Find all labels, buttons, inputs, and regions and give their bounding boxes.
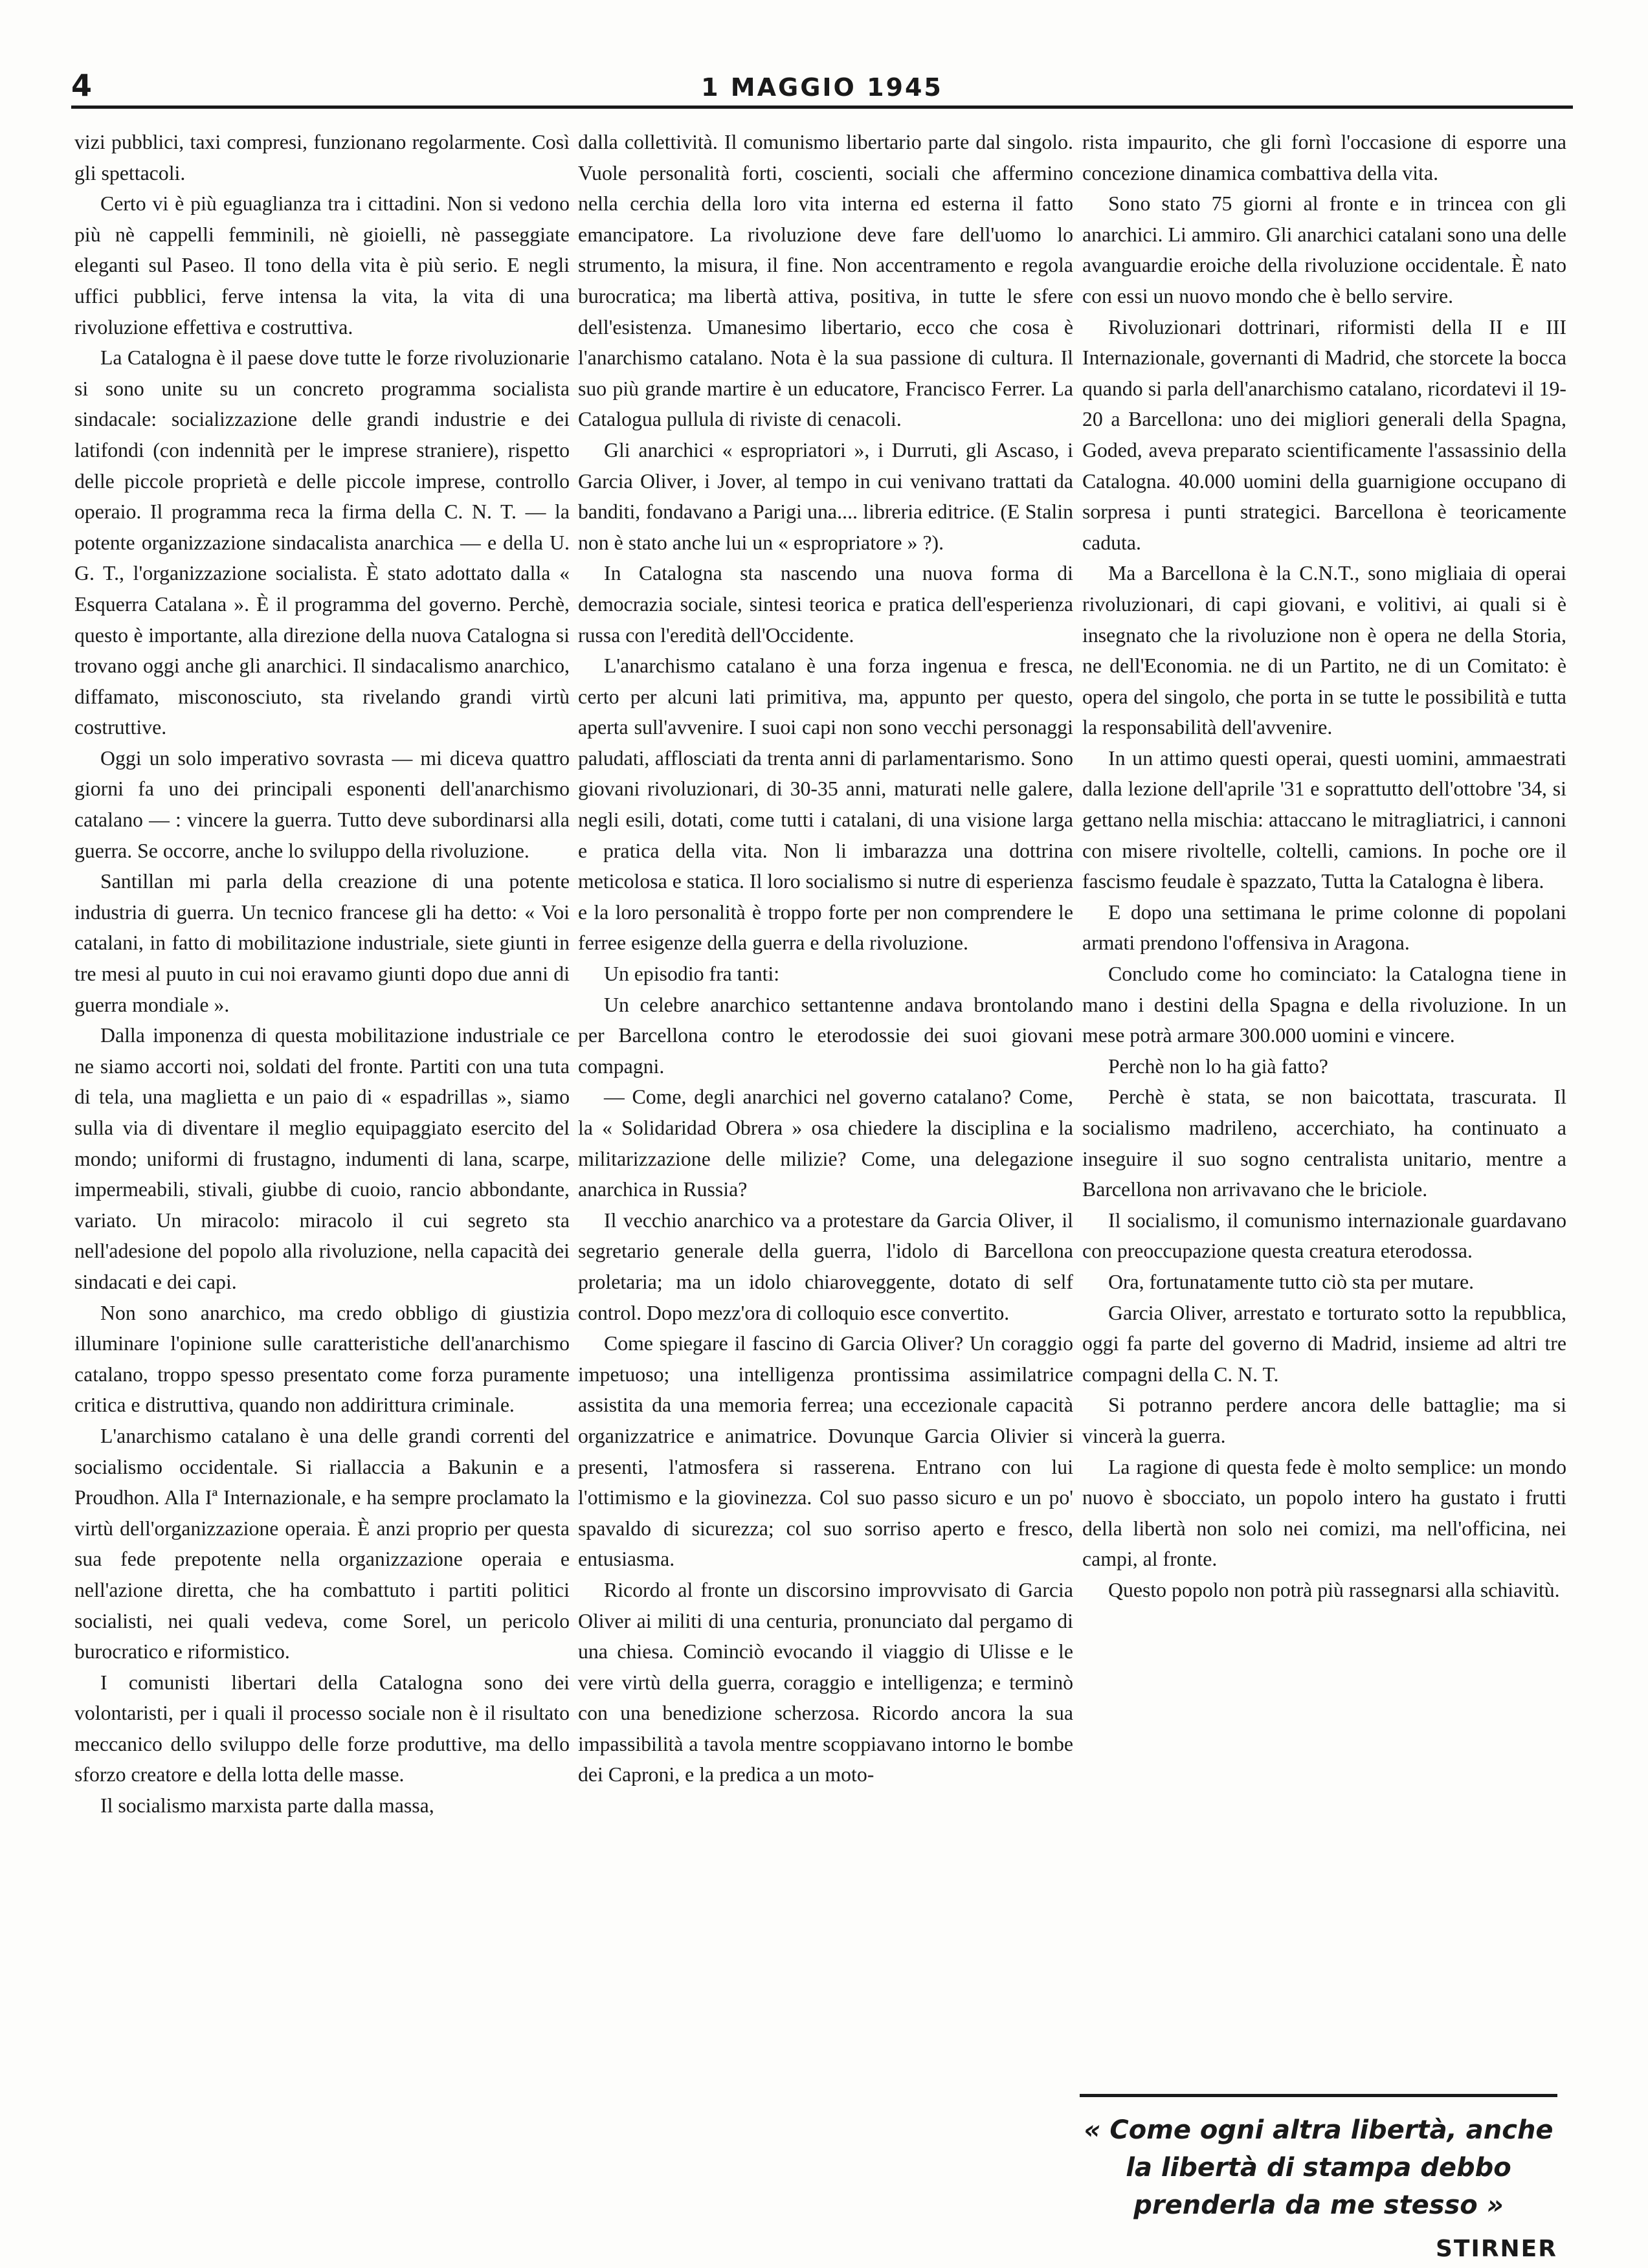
article-paragraph: Ma a Barcellona è la C.N.T., sono migliaia di operai rivoluzionari, di capi giovani, e volitivi, ai quali si è insegnato che la rivoluzione non è opera ne della Storia, ne dell'Economia. ne di un Partito, ne di un Comitato: è opera del singolo, che porta in se tutte le possibilità e tutta la responsabilità dell'avvenire. — [1082, 562, 1566, 739]
article-paragraph: In un attimo questi operai, questi uomini, ammaestrati dalla lezione dell'aprile '31 e soprattutto dell'ottobre '34, si gettano nella mischia: attaccano le mitragliatrici, i cannoni con misere rivoltelle, coltelli, camions. In poche ore il fascismo feudale è spazzato, Tutta la Catalogna è libera. — [1082, 746, 1566, 893]
article-paragraph: dalla collettività. Il comunismo libertario parte dal singolo. Vuole personalità forti, coscienti, sociali che affermino nella cerchia della loro vita interna ed esterna il fatto emancipatore. La rivoluzione deve fare dell'uomo lo strumento, la misura, il fine. Non accentramento e regola burocratica; ma libertà attiva, positiva, in tutte le sfere dell'esistenza. Umanesimo libertario, ecco che cosa è l'anarchismo catalano. Nota è la sua passione di cultura. Il suo più grande martire è un educatore, Francisco Ferrer. La Catalogua pullula di riviste di cenacoli. — [578, 131, 1073, 431]
article-paragraph: Non sono anarchico, ma credo obbligo di giustizia illuminare l'opinione sulle caratteristiche dell'anarchismo catalano, troppo spesso presentato come forza puramente critica e distruttiva, quando non addirittura criminale. — [74, 1301, 570, 1417]
article-paragraph: Il socialismo marxista parte dalla massa, — [100, 1794, 434, 1818]
article-paragraph: E dopo una settimana le prime colonne di popolani armati prendono l'offensiva in Aragona. — [1082, 900, 1566, 955]
quote-box — [1080, 2094, 1557, 2262]
article-paragraph: Perchè non lo ha già fatto? — [1108, 1054, 1328, 1078]
article-paragraph: Come spiegare il fascino di Garcia Oliver? Un coraggio impetuoso; una intelligenza prontissima assimilatrice assistita da una memoria ferrea; una eccezionale capacità organizzatrice e animatrice. Dovunque Garcia Olivier si presenti, l'atmosfera si rasserena. Entrano con lui l'ottimismo e la giovinezza. Col suo passo sicuro e un po' spavaldo di sicurezza; col suo sorriso aperto e fresco, entusiasma. — [578, 1332, 1073, 1571]
article-paragraph: I comunisti libertari della Catalogna sono dei volontaristi, per i quali il processo sociale non è il risultato meccanico dello sviluppo delle forze produttive, ma dello sforzo creatore e della lotta delle masse. — [74, 1671, 570, 1786]
article-paragraph: Dalla imponenza di questa mobilitazione industriale ce ne siamo accorti noi, soldati del fronte. Partiti con una tuta di tela, una maglietta e un paio di « espadrillas », siamo sulla via di diventare il meglio equipaggiato esercito del mondo; uniformi di frustagno, indumenti di lana, scarpe, impermeabili, stivali, giubbe di cuoio, rancio abbondante, variato. Un miracolo: miracolo il cui segreto sta nell'adesione del popolo alla rivoluzione, nella capacità dei sindacati e dei capi. — [74, 1024, 570, 1293]
article-paragraph: Oggi un solo imperativo sovrasta — mi diceva quattro giorni fa uno dei principali esponenti dell'anarchismo catalano — : vincere la guerra. Tutto deve subordinarsi alla guerra. Se occorre, anche lo sviluppo della rivoluzione. — [74, 746, 570, 862]
article-column-2 — [578, 127, 1073, 1790]
article-paragraph: Santillan mi parla della creazione di una potente industria di guerra. Un tecnico francese gli ha detto: « Voi catalani, in fatto di mobilitazione industriale, siete giunti in tre mesi al puuto in cui noi eravamo giunti dopo due anni di guerra mondiale ». — [74, 870, 570, 1016]
header-rule — [71, 106, 1573, 109]
article-paragraph: Concludo come ho cominciato: la Catalogna tiene in mano i destini della Spagna e della rivoluzione. In un mese potrà armare 300.000 uomini e vincere. — [1082, 962, 1566, 1047]
article-paragraph: Un episodio fra tanti: — [604, 962, 780, 986]
article-paragraph: — Come, degli anarchici nel governo catalano? Come, la « Solidaridad Obrera » osa chiedere la disciplina e la militarizzazione delle milizie? Come, una delegazione anarchica in Russia? — [578, 1085, 1073, 1201]
article-paragraph: Rivoluzionari dottrinari, riformisti della II e III Internazionale, governanti di Madrid, che storcete la bocca quando si parla dell'anarchismo catalano, ricordatevi il 19-20 a Barcellona: uno dei migliori generali della Spagna, Goded, aveva preparato scientificamente l'assassinio della Catalogna. 40.000 uomini della guarnigione occupano di sorpresa i punti strategici. Barcellona è teoricamente caduta. — [1082, 315, 1566, 554]
article-paragraph: Il vecchio anarchico va a protestare da Garcia Oliver, il segretario generale della guerra, l'idolo di Barcellona proletaria; ma un idolo chiaroveggente, dotato di self control. Dopo mezz'ora di colloquio esce convertito. — [578, 1208, 1073, 1324]
article-paragraph: rista impaurito, che gli fornì l'occasione di esporre una concezione dinamica combattiva della vita. — [1082, 131, 1566, 184]
article-paragraph: Il socialismo, il comunismo internazionale guardavano con preoccupazione questa creatura eterodossa. — [1082, 1208, 1566, 1263]
article-paragraph: La Catalogna è il paese dove tutte le forze rivoluzionarie si sono unite su un concreto programma socialista sindacale: socializzazione delle grandi industrie e dei latifondi (con indennità per le imprese straniere), rispetto delle piccole proprietà e delle piccole imprese, controllo operaio. Il programma reca la firma della C. N. T. — la potente organizzazione sindacalista anarchica — e della U. G. T., l'organizzazione socialista. È stato adottato dalla « Esquerra Catalana ». È il programma del governo. Perchè, questo è importante, alla direzione della nuova Catalogna si trovano oggi anche gli anarchici. Il sindacalismo anarchico, diffamato, misconosciuto, sta rivelando grandi virtù costruttive. — [74, 346, 570, 739]
article-column-3 — [1082, 127, 1566, 1606]
article-paragraph: Gli anarchici « espropriatori », i Durruti, gli Ascaso, i Garcia Oliver, i Jover, al tempo in cui venivano trattati da banditi, fondavano a Parigi una.... libreria editrice. (E Stalin non è stato anche lui un « espropriatore » ?). — [578, 438, 1073, 554]
article-paragraph: Questo popolo non potrà più rassegnarsi alla schiavitù. — [1108, 1578, 1560, 1601]
article-paragraph: La ragione di questa fede è molto semplice: un mondo nuovo è sbocciato, un popolo intero ha gustato i frutti della libertà non solo nei comizi, ma nell'officina, nei campi, al fronte. — [1082, 1455, 1566, 1571]
issue-date: 1 MAGGIO 1945 — [701, 73, 943, 102]
article-paragraph: Garcia Oliver, arrestato e torturato sotto la repubblica, oggi fa parte del governo di Madrid, insieme ad altri tre compagni della C. N. T. — [1082, 1301, 1566, 1386]
article-paragraph: Ora, fortunatamente tutto ciò sta per mutare. — [1108, 1270, 1475, 1293]
article-paragraph: Si potranno perdere ancora delle battaglie; ma si vincerà la guerra. — [1082, 1394, 1566, 1447]
article-paragraph: Certo vi è più eguaglianza tra i cittadini. Non si vedono più nè cappelli femminili, nè gioielli, nè passeggiate eleganti sul Paseo. Il tono della vita è più serio. E negli uffici pubblici, ferve intensa la vita, la vita di una rivoluzione effettiva e costruttiva. — [74, 192, 570, 339]
quote-author: STIRNER — [1435, 2236, 1557, 2262]
quote-text: « Come ogni altra libertà, anche la libertà di stampa debbo prenderla da me stesso » — [1084, 2115, 1553, 2220]
page-number: 4 — [71, 68, 93, 103]
article-paragraph: L'anarchismo catalano è una delle grandi correnti del socialismo occidentale. Si riallaccia a Bakunin e a Proudhon. Alla Iª Internazionale, e ha sempre proclamato la virtù dell'organizzazione operaia. È anzi proprio per questa sua fede prepotente nella organizzazione operaia e nell'azione diretta, che ha combattuto i partiti politici socialisti, nei quali vedeva, come Sorel, un pericolo burocratico e riformistico. — [74, 1424, 570, 1663]
article-paragraph: L'anarchismo catalano è una forza ingenua e fresca, certo per alcuni lati primitiva, ma, appunto per questo, aperta sull'avvenire. I suoi capi non sono vecchi personaggi paludati, afflosciati da trenta anni di parlamentarismo. Sono giovani rivoluzionari, di 30-35 anni, maturati nelle galere, negli esili, dotati, come tutti i catalani, di una visione larga e pratica della vita. Non li imbarazza una dottrina meticolosa e statica. Il loro socialismo si nutre di esperienza e la loro personalità è troppo forte per non comprendere le ferree esigenze della guerra e della rivoluzione. — [578, 654, 1073, 955]
article-paragraph: Un celebre anarchico settantenne andava brontolando per Barcellona contro le eterodossie dei suoi giovani compagni. — [578, 993, 1073, 1078]
article-paragraph: Perchè è stata, se non baicottata, trascurata. Il socialismo madrileno, accerchiato, ha continuato a inseguire il suo sogno centralista unitario, mentre a Barcellona non arrivavano che le briciole. — [1082, 1085, 1566, 1201]
article-paragraph: Ricordo al fronte un discorsino improvvisato di Garcia Oliver ai militi di una centuria, pronunciato dal pergamo di una chiesa. Cominciò evocando il viaggio di Ulisse e le vere virtù della guerra, coraggio e intelligenza; e terminò con una benedizione scherzosa. Ricordo ancora la sua impassibilità a tavola mentre scoppiavano intorno le bombe dei Caproni, e la predica a un moto- — [578, 1578, 1073, 1786]
page-header — [71, 68, 1573, 107]
article-paragraph: Sono stato 75 giorni al fronte e in trincea con gli anarchici. Li ammiro. Gli anarchici catalani sono una delle avanguardie eroiche della rivoluzione occidentale. È nato con essi un nuovo mondo che è bello servire. — [1082, 192, 1566, 307]
article-paragraph: vizi pubblici, taxi compresi, funzionano regolarmente. Così gli spettacoli. — [74, 131, 570, 184]
article-column-1 — [74, 127, 570, 1821]
article-paragraph: In Catalogna sta nascendo una nuova forma di democrazia sociale, sintesi teorica e pratica dell'esperienza russa con l'eredità dell'Occidente. — [578, 562, 1073, 647]
